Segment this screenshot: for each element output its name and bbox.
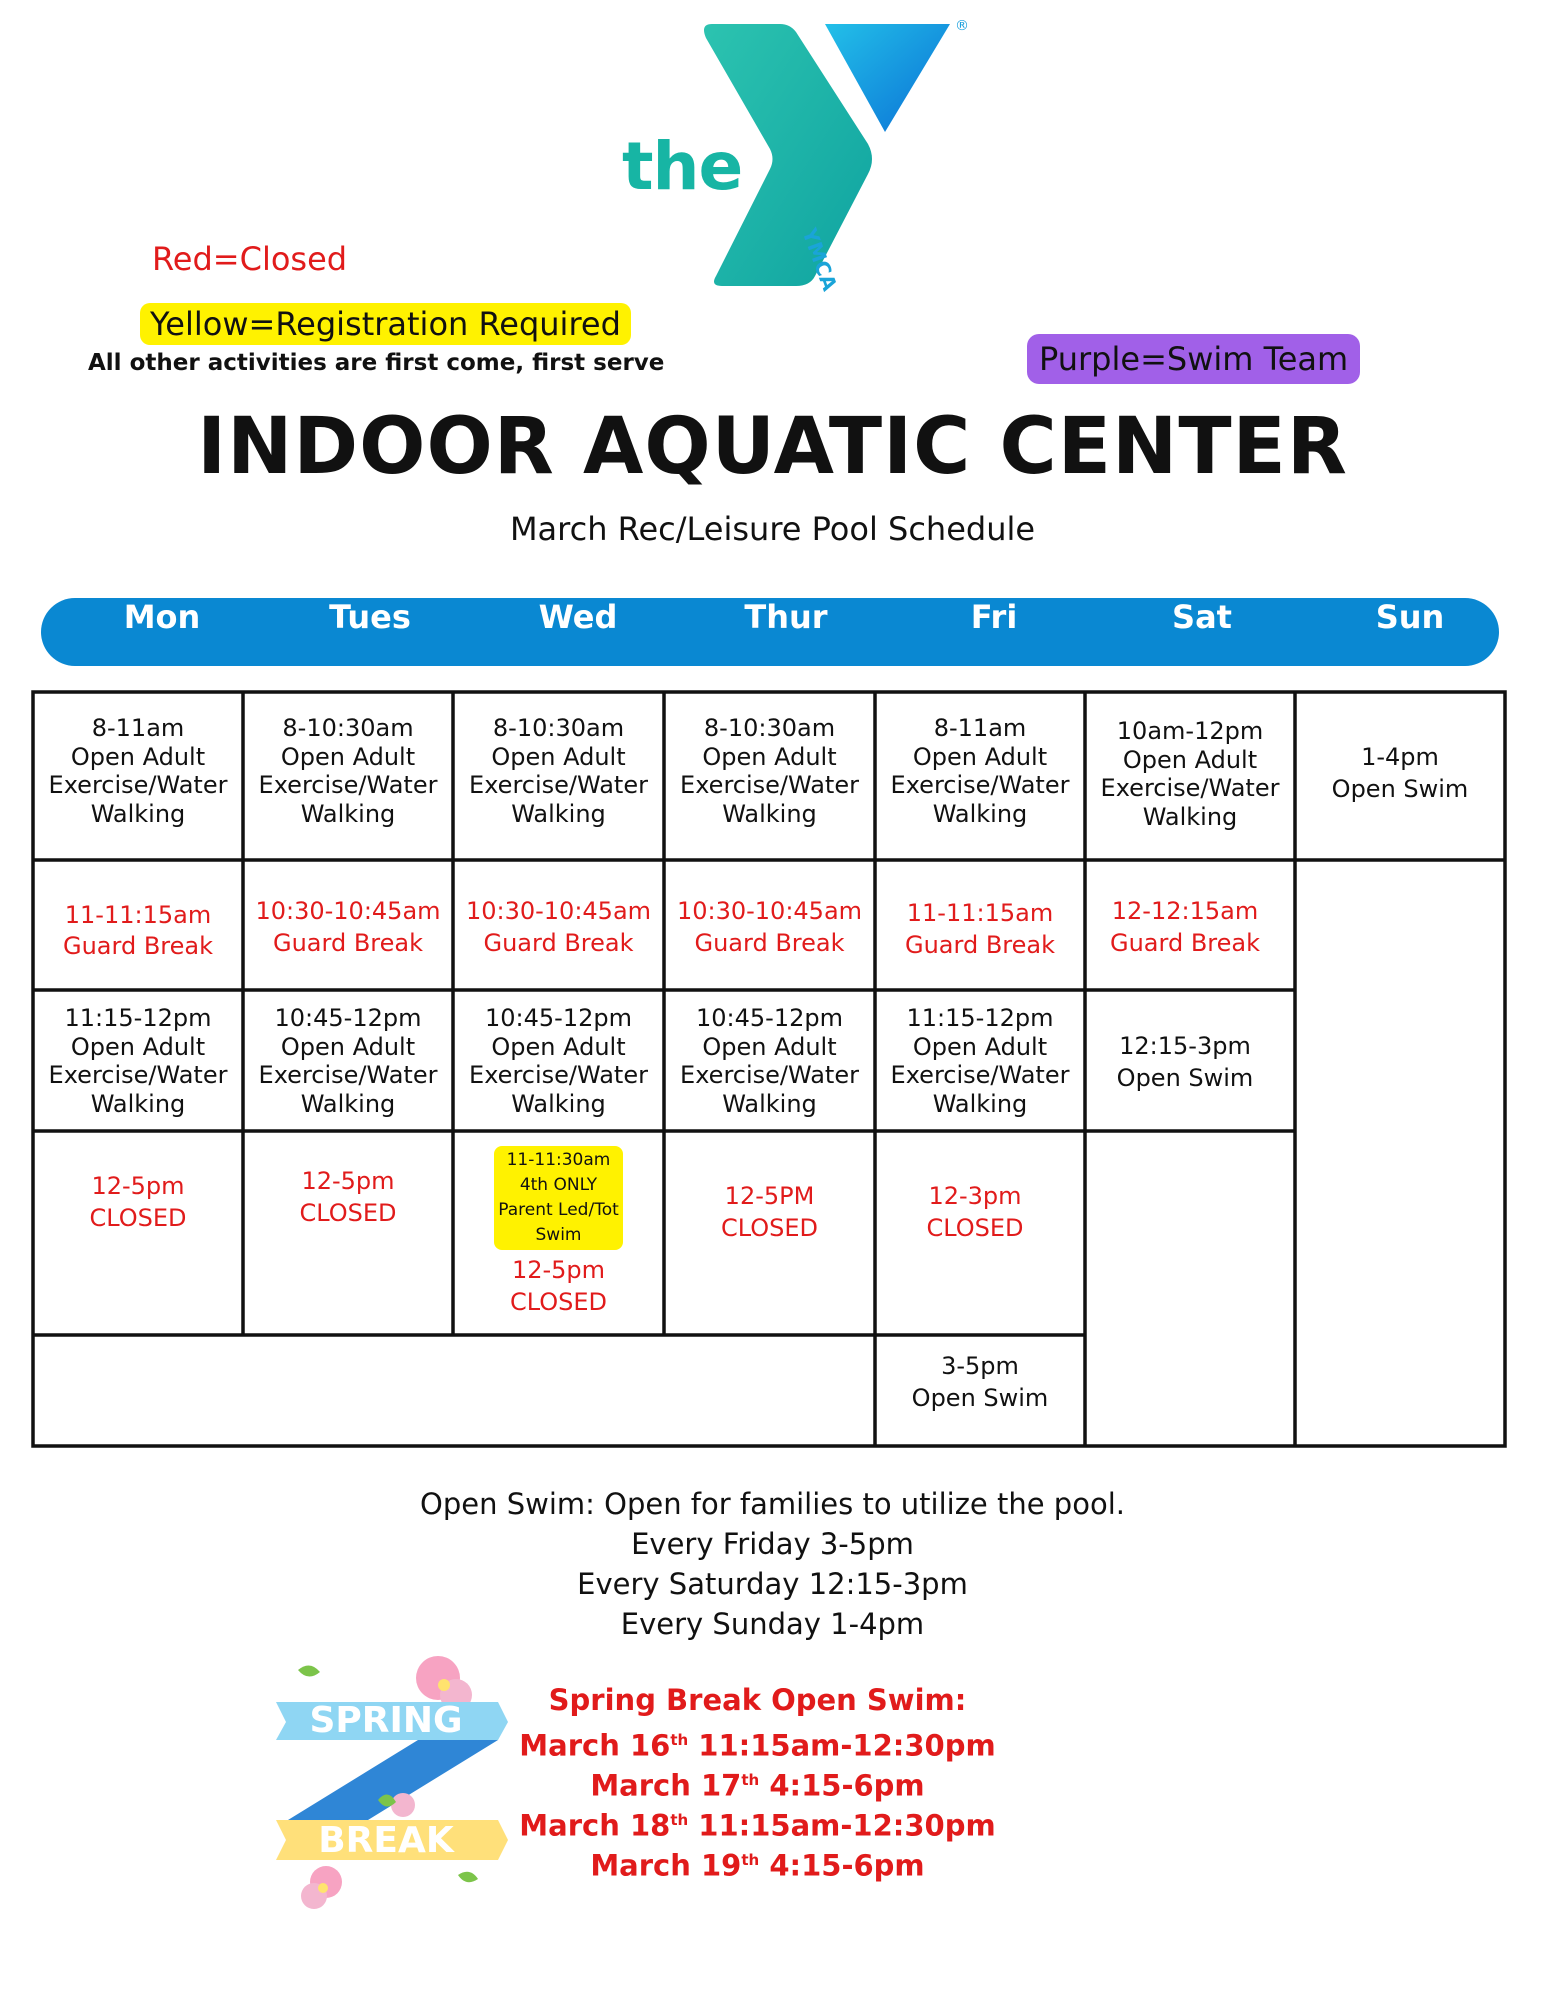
open-swim-info: Open Swim: Open for families to utilize the pool. Every Friday 3-5pm Every Saturday 12:15-3pm Every Sunday 1-4pm (420, 1487, 1125, 1641)
parent-tot-swim-badge: 11-11:30am 4th ONLY Parent Led/Tot Swim (494, 1146, 623, 1250)
page-title: INDOOR AQUATIC CENTER (197, 402, 1348, 492)
spring-break-badge (268, 1650, 518, 1915)
cell-mon-row1: 8-11am Open Adult Exercise/Water Walking (48, 714, 228, 828)
legend-red: Red=Closed (152, 240, 348, 278)
cell-wed-row4 (455, 1146, 662, 1318)
cell-tue-guard-break: 10:30-10:45am Guard Break (255, 897, 441, 957)
logo-ymca-text: YMCA (797, 225, 843, 294)
logo-registered-mark: ® (955, 18, 969, 34)
cell-fri-open-swim: 3-5pm Open Swim (911, 1352, 1049, 1412)
cell-thu-row3: 10:45-12pm Open Adult Exercise/Water Walking (680, 1004, 859, 1118)
cell-tue-row3: 10:45-12pm Open Adult Exercise/Water Walking (258, 1004, 438, 1118)
spring-break-heading: Spring Break Open Swim: (548, 1683, 967, 1717)
cell-tue-row1: 8-10:30am Open Adult Exercise/Water Walking (258, 714, 438, 828)
cell-thu-closed: 12-5PM CLOSED (720, 1182, 819, 1242)
badge-text-spring: SPRING (309, 1700, 463, 1741)
cell-fri-row3: 11:15-12pm Open Adult Exercise/Water Walking (890, 1004, 1070, 1118)
day-wed: Wed (538, 598, 618, 636)
day-thu: Thur (744, 598, 828, 636)
spring-break-date-2: March 17th 4:15-6pm (590, 1768, 925, 1803)
cell-thu-guard-break: 10:30-10:45am Guard Break (676, 897, 863, 957)
cell-mon-row3: 11:15-12pm Open Adult Exercise/Water Walking (48, 1004, 228, 1118)
cell-sat-open-swim: 12:15-3pm Open Swim (1116, 1032, 1254, 1092)
spring-break-date-4: March 19th 4:15-6pm (590, 1848, 925, 1883)
cell-thu-row1: 8-10:30am Open Adult Exercise/Water Walking (680, 714, 859, 828)
cell-fri-closed: 12-3pm CLOSED (926, 1182, 1024, 1242)
spring-break-date-1: March 16th 11:15am-12:30pm (519, 1728, 996, 1763)
cell-wed-row3: 10:45-12pm Open Adult Exercise/Water Walking (469, 1004, 648, 1118)
day-sat: Sat (1172, 598, 1232, 636)
logo-wordmark: the (622, 128, 743, 205)
legend-yellow: Yellow=Registration Required (140, 303, 631, 345)
day-sun: Sun (1375, 598, 1445, 636)
legend-note: All other activities are first come, first serve (88, 350, 665, 376)
cell-wed-row1: 8-10:30am Open Adult Exercise/Water Walking (469, 714, 648, 828)
cell-sun-open-swim: 1-4pm Open Swim (1331, 743, 1469, 803)
cell-tue-closed: 12-5pm CLOSED (299, 1167, 397, 1227)
day-tue: Tues (329, 598, 411, 636)
spring-break-date-3: March 18th 11:15am-12:30pm (519, 1808, 996, 1843)
cell-fri-guard-break: 11-11:15am Guard Break (905, 899, 1055, 959)
day-mon: Mon (123, 598, 201, 636)
cell-wed-closed: 12-5pm CLOSED (509, 1256, 608, 1316)
badge-text-break: BREAK (318, 1820, 454, 1861)
cell-sat-guard-break: 12-12:15am Guard Break (1110, 897, 1260, 957)
cell-mon-closed: 12-5pm CLOSED (89, 1172, 187, 1232)
cell-sat-row1: 10am-12pm Open Adult Exercise/Water Walking (1100, 717, 1280, 831)
legend-purple: Purple=Swim Team (1027, 334, 1360, 384)
cell-wed-guard-break: 10:30-10:45am Guard Break (465, 897, 652, 957)
cell-mon-guard-break: 11-11:15am Guard Break (63, 901, 213, 960)
day-fri: Fri (970, 598, 1018, 636)
page-subtitle: March Rec/Leisure Pool Schedule (509, 510, 1036, 548)
day-header-bar (41, 598, 1499, 666)
cell-fri-row1: 8-11am Open Adult Exercise/Water Walking (890, 714, 1070, 828)
